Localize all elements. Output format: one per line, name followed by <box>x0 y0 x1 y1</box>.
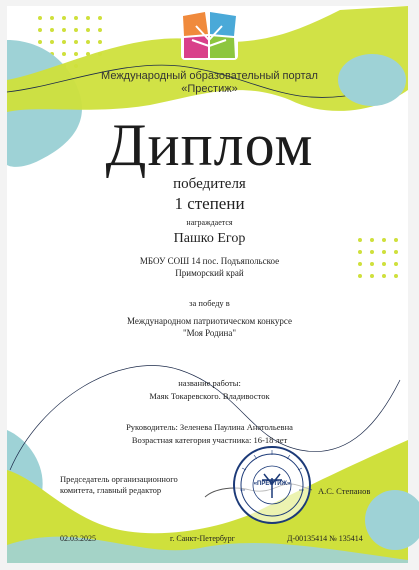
portal-name-line2: «Престиж» <box>181 83 238 95</box>
issue-city: г. Санкт-Петербург <box>170 534 235 543</box>
chair-line1: Председатель организационного <box>60 474 178 484</box>
seal-center-text: «ПРЕСТИЖ» <box>253 481 291 487</box>
recipient-name: Пашко Егор <box>173 231 246 246</box>
contest-info <box>0 315 419 339</box>
signer-name: А.С. Степанов <box>318 486 371 496</box>
school-line1: МБОУ СОШ 14 пос. Подъяпольское <box>139 256 280 266</box>
age-category: Возрастная категория участника: 16-18 лет <box>131 435 288 445</box>
work-title: Маяк Токаревского. Владивосток <box>149 391 270 401</box>
document-number: Д-00135414 № 135414 <box>287 534 363 543</box>
contest-line1: Международном патриотическом конкурсе <box>127 316 292 326</box>
school-info <box>0 255 419 279</box>
diploma-subtitle: победителя <box>173 176 246 192</box>
diploma-degree: 1 степени <box>174 194 245 213</box>
work-label: название работы: <box>178 378 241 388</box>
awarded-label: награждается <box>186 218 233 227</box>
contest-line2: "Моя Родина" <box>182 328 237 338</box>
portal-logo <box>181 10 238 60</box>
diploma-title: Диплом <box>105 112 314 178</box>
portal-name-line1: Международный образовательный портал <box>101 70 318 82</box>
issue-date: 02.03.2025 <box>60 534 96 543</box>
chair-title <box>60 474 210 496</box>
portal-name <box>0 70 419 96</box>
leader-info: Руководитель: Зеленева Паулина Анатольевна <box>126 422 293 432</box>
chair-line2: комитета, главный редактор <box>60 485 162 495</box>
school-line2: Приморский край <box>175 268 244 278</box>
for-victory-label: за победу в <box>189 298 230 308</box>
